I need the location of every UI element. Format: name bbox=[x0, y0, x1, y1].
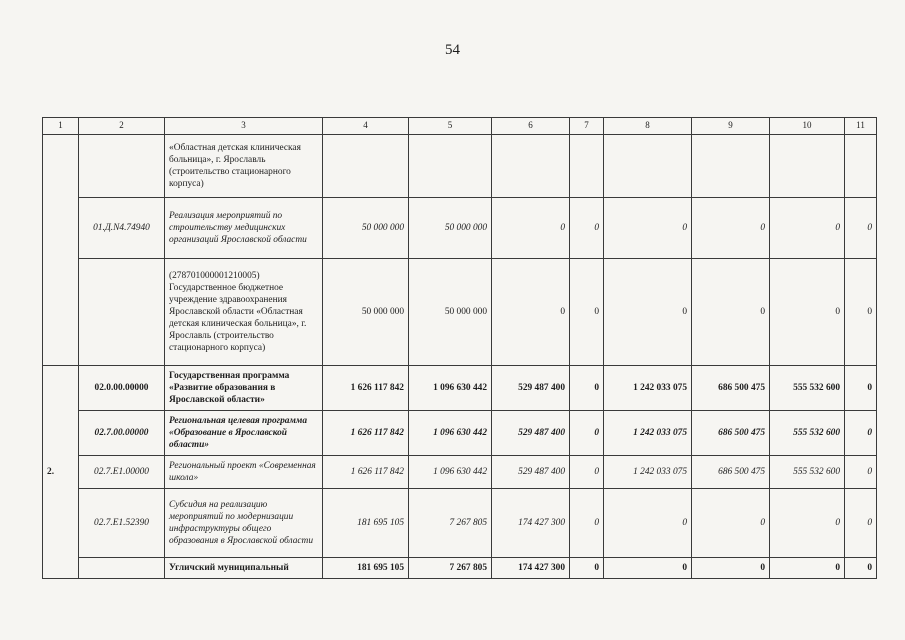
value-cell-11: 0 bbox=[845, 489, 877, 558]
value-cell-10: 0 bbox=[770, 558, 845, 579]
name-cell: «Областная детская клиническая больница», г. Ярославль (строительство стационарного корпуса) bbox=[165, 135, 323, 198]
value-cell-6: 529 487 400 bbox=[492, 411, 570, 456]
value-cell-7: 0 bbox=[570, 558, 604, 579]
value-cell-9: 0 bbox=[692, 489, 770, 558]
value-cell-8: 0 bbox=[604, 198, 692, 259]
value-cell-11 bbox=[845, 135, 877, 198]
value-cell-11: 0 bbox=[845, 456, 877, 489]
code-cell: 02.7.00.00000 bbox=[79, 411, 165, 456]
header-cell-6: 6 bbox=[492, 118, 570, 135]
header-cell-5: 5 bbox=[409, 118, 492, 135]
value-cell-10 bbox=[770, 135, 845, 198]
name-cell: Региональный проект «Современная школа» bbox=[165, 456, 323, 489]
value-cell-6: 174 427 300 bbox=[492, 558, 570, 579]
table-row bbox=[43, 198, 877, 259]
code-cell: 02.7.E1.00000 bbox=[79, 456, 165, 489]
value-cell-6: 0 bbox=[492, 259, 570, 366]
header-row bbox=[43, 118, 877, 135]
code-cell bbox=[79, 135, 165, 198]
value-cell-4: 181 695 105 bbox=[323, 558, 409, 579]
value-cell-6 bbox=[492, 135, 570, 198]
value-cell-9: 0 bbox=[692, 558, 770, 579]
name-cell: Региональная целевая программа «Образование в Ярославской области» bbox=[165, 411, 323, 456]
value-cell-5: 7 267 805 bbox=[409, 489, 492, 558]
name-cell: (278701000001210005) Государственное бюджетное учреждение здравоохранения Ярославской области «Областная детская клиническая больница», г. Ярославль (строительство стационарного корпуса) bbox=[165, 259, 323, 366]
value-cell-6: 0 bbox=[492, 198, 570, 259]
name-cell: Государственная программа «Развитие образования в Ярославской области» bbox=[165, 366, 323, 411]
value-cell-5 bbox=[409, 135, 492, 198]
table-row bbox=[43, 411, 877, 456]
value-cell-11: 0 bbox=[845, 558, 877, 579]
value-cell-10: 555 532 600 bbox=[770, 456, 845, 489]
value-cell-10: 555 532 600 bbox=[770, 366, 845, 411]
value-cell-4: 1 626 117 842 bbox=[323, 411, 409, 456]
value-cell-9: 686 500 475 bbox=[692, 456, 770, 489]
value-cell-8: 0 bbox=[604, 489, 692, 558]
value-cell-8: 1 242 033 075 bbox=[604, 411, 692, 456]
value-cell-10: 0 bbox=[770, 259, 845, 366]
value-cell-7: 0 bbox=[570, 411, 604, 456]
value-cell-4 bbox=[323, 135, 409, 198]
value-cell-8: 0 bbox=[604, 259, 692, 366]
value-cell-5: 1 096 630 442 bbox=[409, 366, 492, 411]
value-cell-7 bbox=[570, 135, 604, 198]
value-cell-4: 50 000 000 bbox=[323, 259, 409, 366]
header-cell-9: 9 bbox=[692, 118, 770, 135]
code-cell: 01.Д.N4.74940 bbox=[79, 198, 165, 259]
table-row bbox=[43, 456, 877, 489]
code-cell: 02.0.00.00000 bbox=[79, 366, 165, 411]
header-cell-11: 11 bbox=[845, 118, 877, 135]
value-cell-8: 1 242 033 075 bbox=[604, 456, 692, 489]
header-cell-7: 7 bbox=[570, 118, 604, 135]
value-cell-9: 0 bbox=[692, 259, 770, 366]
header-cell-1: 1 bbox=[43, 118, 79, 135]
name-cell: Угличский муниципальный bbox=[165, 558, 323, 579]
value-cell-5: 1 096 630 442 bbox=[409, 456, 492, 489]
value-cell-8: 0 bbox=[604, 558, 692, 579]
value-cell-7: 0 bbox=[570, 366, 604, 411]
value-cell-5: 50 000 000 bbox=[409, 198, 492, 259]
value-cell-6: 529 487 400 bbox=[492, 456, 570, 489]
value-cell-5: 1 096 630 442 bbox=[409, 411, 492, 456]
table-row bbox=[43, 135, 877, 198]
value-cell-8 bbox=[604, 135, 692, 198]
table-row bbox=[43, 366, 877, 411]
value-cell-7: 0 bbox=[570, 489, 604, 558]
value-cell-11: 0 bbox=[845, 411, 877, 456]
name-cell: Субсидия на реализацию мероприятий по модернизации инфраструктуры общего образования в Ярославской области bbox=[165, 489, 323, 558]
header-cell-8: 8 bbox=[604, 118, 692, 135]
value-cell-10: 0 bbox=[770, 489, 845, 558]
code-cell: 02.7.E1.52390 bbox=[79, 489, 165, 558]
value-cell-6: 174 427 300 bbox=[492, 489, 570, 558]
value-cell-10: 0 bbox=[770, 198, 845, 259]
value-cell-4: 1 626 117 842 bbox=[323, 366, 409, 411]
value-cell-9: 0 bbox=[692, 198, 770, 259]
value-cell-7: 0 bbox=[570, 198, 604, 259]
value-cell-11: 0 bbox=[845, 259, 877, 366]
page-number: 54 bbox=[445, 42, 460, 58]
value-cell-7: 0 bbox=[570, 259, 604, 366]
value-cell-11: 0 bbox=[845, 366, 877, 411]
value-cell-4: 181 695 105 bbox=[323, 489, 409, 558]
header-cell-10: 10 bbox=[770, 118, 845, 135]
value-cell-11: 0 bbox=[845, 198, 877, 259]
value-cell-8: 1 242 033 075 bbox=[604, 366, 692, 411]
value-cell-9: 686 500 475 bbox=[692, 366, 770, 411]
header-cell-2: 2 bbox=[79, 118, 165, 135]
table-row bbox=[43, 558, 877, 579]
budget-table bbox=[42, 117, 877, 579]
value-cell-5: 50 000 000 bbox=[409, 259, 492, 366]
code-cell bbox=[79, 558, 165, 579]
row-number-cell bbox=[43, 135, 79, 366]
value-cell-7: 0 bbox=[570, 456, 604, 489]
value-cell-4: 1 626 117 842 bbox=[323, 456, 409, 489]
table-row bbox=[43, 259, 877, 366]
value-cell-10: 555 532 600 bbox=[770, 411, 845, 456]
name-cell: Реализация мероприятий по строительству медицинских организаций Ярославской области bbox=[165, 198, 323, 259]
value-cell-5: 7 267 805 bbox=[409, 558, 492, 579]
header-cell-3: 3 bbox=[165, 118, 323, 135]
value-cell-9: 686 500 475 bbox=[692, 411, 770, 456]
value-cell-4: 50 000 000 bbox=[323, 198, 409, 259]
row-number-cell: 2. bbox=[43, 366, 79, 579]
value-cell-6: 529 487 400 bbox=[492, 366, 570, 411]
header-cell-4: 4 bbox=[323, 118, 409, 135]
code-cell bbox=[79, 259, 165, 366]
table-row bbox=[43, 489, 877, 558]
value-cell-9 bbox=[692, 135, 770, 198]
